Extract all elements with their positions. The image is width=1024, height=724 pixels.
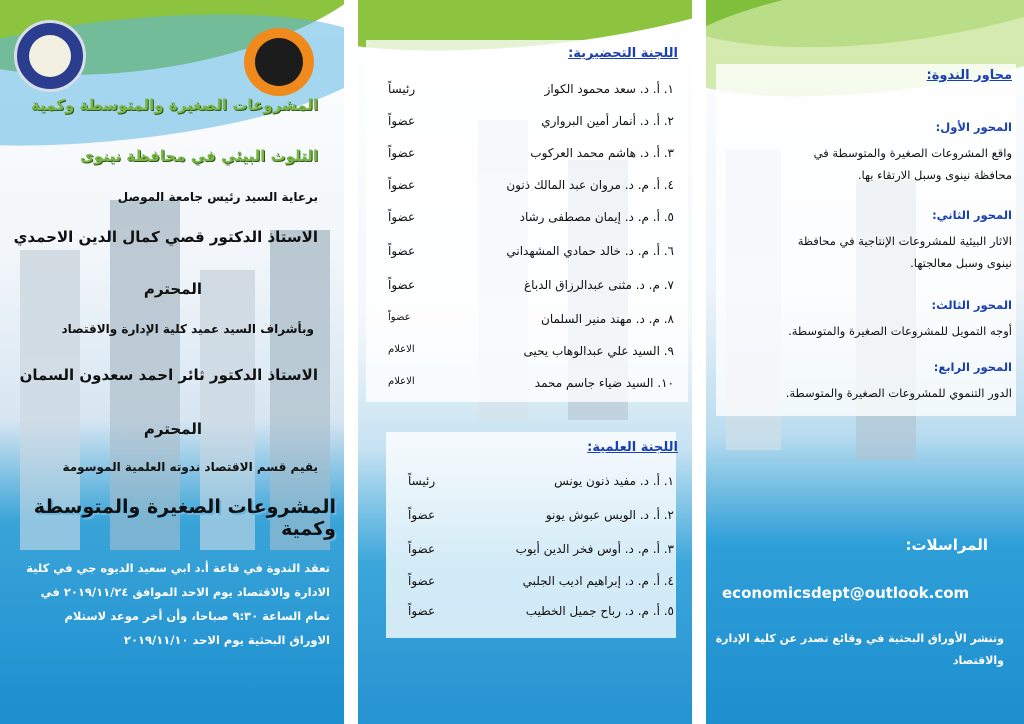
member-name: ٣. أ. م. د. أوس فخر الدين أيوب — [515, 542, 674, 556]
member-role: رئيساً — [388, 82, 416, 96]
axes-heading: محاور الندوة: — [926, 68, 1012, 83]
detail-line: الادارة والاقتصاد يوم الاحد الموافق ٢٠١٩/١١/٢٤ في — [40, 585, 330, 599]
detail-line: تمام الساعة ٩:٣٠ صباحا، وأن أخر موعد لاستلام — [64, 609, 330, 623]
prep-member-row — [358, 142, 692, 166]
member-name: ٤. أ. م. د. مروان عبد المالك ذنون — [506, 178, 674, 192]
middle-panel — [358, 0, 692, 724]
sci-member-row — [358, 504, 692, 528]
prep-member-row — [358, 340, 692, 364]
sci-member-row — [358, 570, 692, 594]
member-name: ٤. أ. م. د. إبراهيم اديب الجلبي — [522, 574, 674, 588]
axis-3-label: المحور الثالث: — [931, 298, 1012, 312]
member-role: عضواً — [388, 278, 416, 292]
member-name: ٢. أ. د. الويس عبوش يونو — [545, 508, 674, 522]
right-panel — [706, 0, 1024, 724]
prep-member-row — [358, 240, 692, 264]
axis-2-text — [716, 230, 1012, 274]
axis-1-text — [722, 142, 1012, 186]
supervision-text: وبأشراف السيد عميد كلية الإدارة والاقتصاد — [61, 322, 314, 336]
member-role: الاعلام — [388, 376, 415, 387]
member-name: ٧. م. د. مثنى عبدالرزاق الدباغ — [524, 278, 674, 292]
member-role: عضواً — [408, 604, 436, 618]
honorific-1: المحترم — [143, 280, 202, 298]
member-role: عضواً — [388, 114, 416, 128]
member-role: رئيساً — [408, 474, 436, 488]
axis-3-text — [716, 320, 1012, 342]
axis-line: محافظة نينوى وسبل الارتقاء بها. — [857, 168, 1012, 182]
member-name: ٨. م. د. مهند منير السلمان — [541, 312, 674, 326]
prep-member-row — [358, 372, 692, 396]
university-logo — [14, 20, 86, 92]
axis-line: واقع المشروعات الصغيرة والمتوسطة في — [813, 146, 1012, 160]
sci-member-row — [358, 538, 692, 562]
axis-2-label: المحور الثاني: — [932, 208, 1012, 222]
member-name: ٢. أ. د. أنمار أمين البرواري — [541, 114, 674, 128]
email-link[interactable]: economicsdept@outlook.com — [722, 584, 970, 602]
sci-member-row — [358, 470, 692, 494]
axis-line: نينوى وسبل معالجتها. — [910, 256, 1012, 270]
president-name: الاستاذ الدكتور قصي كمال الدين الاحمدي — [13, 228, 318, 246]
prep-committee-heading: اللجنة التحضيرية: — [568, 46, 678, 61]
member-role: عضواً — [408, 574, 436, 588]
prep-member-row — [358, 174, 692, 198]
sci-member-row — [358, 600, 692, 624]
seminar-title: المشروعات الصغيرة والمتوسطة وكمية — [33, 496, 336, 540]
axis-line: أوجه التمويل للمشروعات الصغيرة والمتوسطة. — [788, 324, 1012, 338]
sci-committee-heading: اللجنة العلمية: — [587, 440, 678, 455]
detail-line: الاوراق البحثية يوم الاحد ٢٠١٩/١١/١٠ — [123, 633, 330, 647]
prep-member-row — [358, 308, 692, 332]
axis-line: الدور التنموي للمشروعات الصغيرة والمتوسطة. — [785, 386, 1012, 400]
member-role: عضواً — [388, 210, 416, 224]
member-role: الاعلام — [388, 344, 415, 355]
note-line: والاقتصاد — [952, 654, 1004, 667]
member-name: ١. أ. د. سعد محمود الكواز — [544, 82, 674, 96]
member-role: عضواً — [408, 542, 436, 556]
member-name: ٦. أ. م. د. خالد حمادي المشهداني — [506, 244, 674, 258]
member-name: ٥. أ. م. د. رباح جميل الخطيب — [525, 604, 674, 618]
prep-member-row — [358, 110, 692, 134]
axis-1-label: المحور الأول: — [935, 120, 1012, 134]
member-role: عضواً — [408, 508, 436, 522]
seminar-details — [4, 556, 330, 652]
title-line-1: المشروعات الصغيرة والمتوسطة وكمية — [30, 96, 318, 114]
detail-line: تعقد الندوة في قاعة أ.د ابي سعيد الديوه جي في كلية — [26, 561, 330, 575]
member-role: عضواً — [388, 312, 411, 323]
title-line-2: التلوث البيئي في محافظة نينوى — [80, 147, 318, 165]
publication-note — [706, 628, 1004, 672]
prep-member-row — [358, 78, 692, 102]
member-name: ١٠. السيد ضياء جاسم محمد — [534, 376, 674, 390]
member-name: ٣. أ. د. هاشم محمد العركوب — [530, 146, 674, 160]
prep-member-row — [358, 274, 692, 298]
note-line: وتنشر الأوراق البحثية في وقائع تصدر عن كلية الإدارة — [715, 632, 1004, 645]
member-role: عضواً — [388, 146, 416, 160]
member-name: ٥. أ. م. د. إيمان مصطفى رشاد — [519, 210, 674, 224]
member-role: عضواً — [388, 244, 416, 258]
correspondence-heading: المراسلات: — [905, 536, 988, 554]
patronage-text: برعاية السيد رئيس جامعة الموصل — [117, 190, 318, 204]
dean-name: الاستاذ الدكتور ثائر احمد سعدون السمان — [19, 366, 318, 384]
axis-line: الاثار البيئية للمشروعات الإنتاجية في محافظة — [797, 234, 1012, 248]
college-logo — [244, 28, 314, 96]
left-panel — [0, 0, 344, 724]
organizer-text: يقيم قسم الاقتصاد ندوته العلمية الموسومة — [62, 460, 318, 474]
axis-4-label: المحور الرابع: — [933, 360, 1012, 374]
honorific-2: المحترم — [143, 420, 202, 438]
member-role: عضواً — [388, 178, 416, 192]
member-name: ٩. السيد علي عبدالوهاب يحيى — [523, 344, 674, 358]
axis-4-text — [716, 382, 1012, 404]
member-name: ١. أ. د. مفيد ذنون يونس — [554, 474, 674, 488]
prep-member-row — [358, 206, 692, 230]
